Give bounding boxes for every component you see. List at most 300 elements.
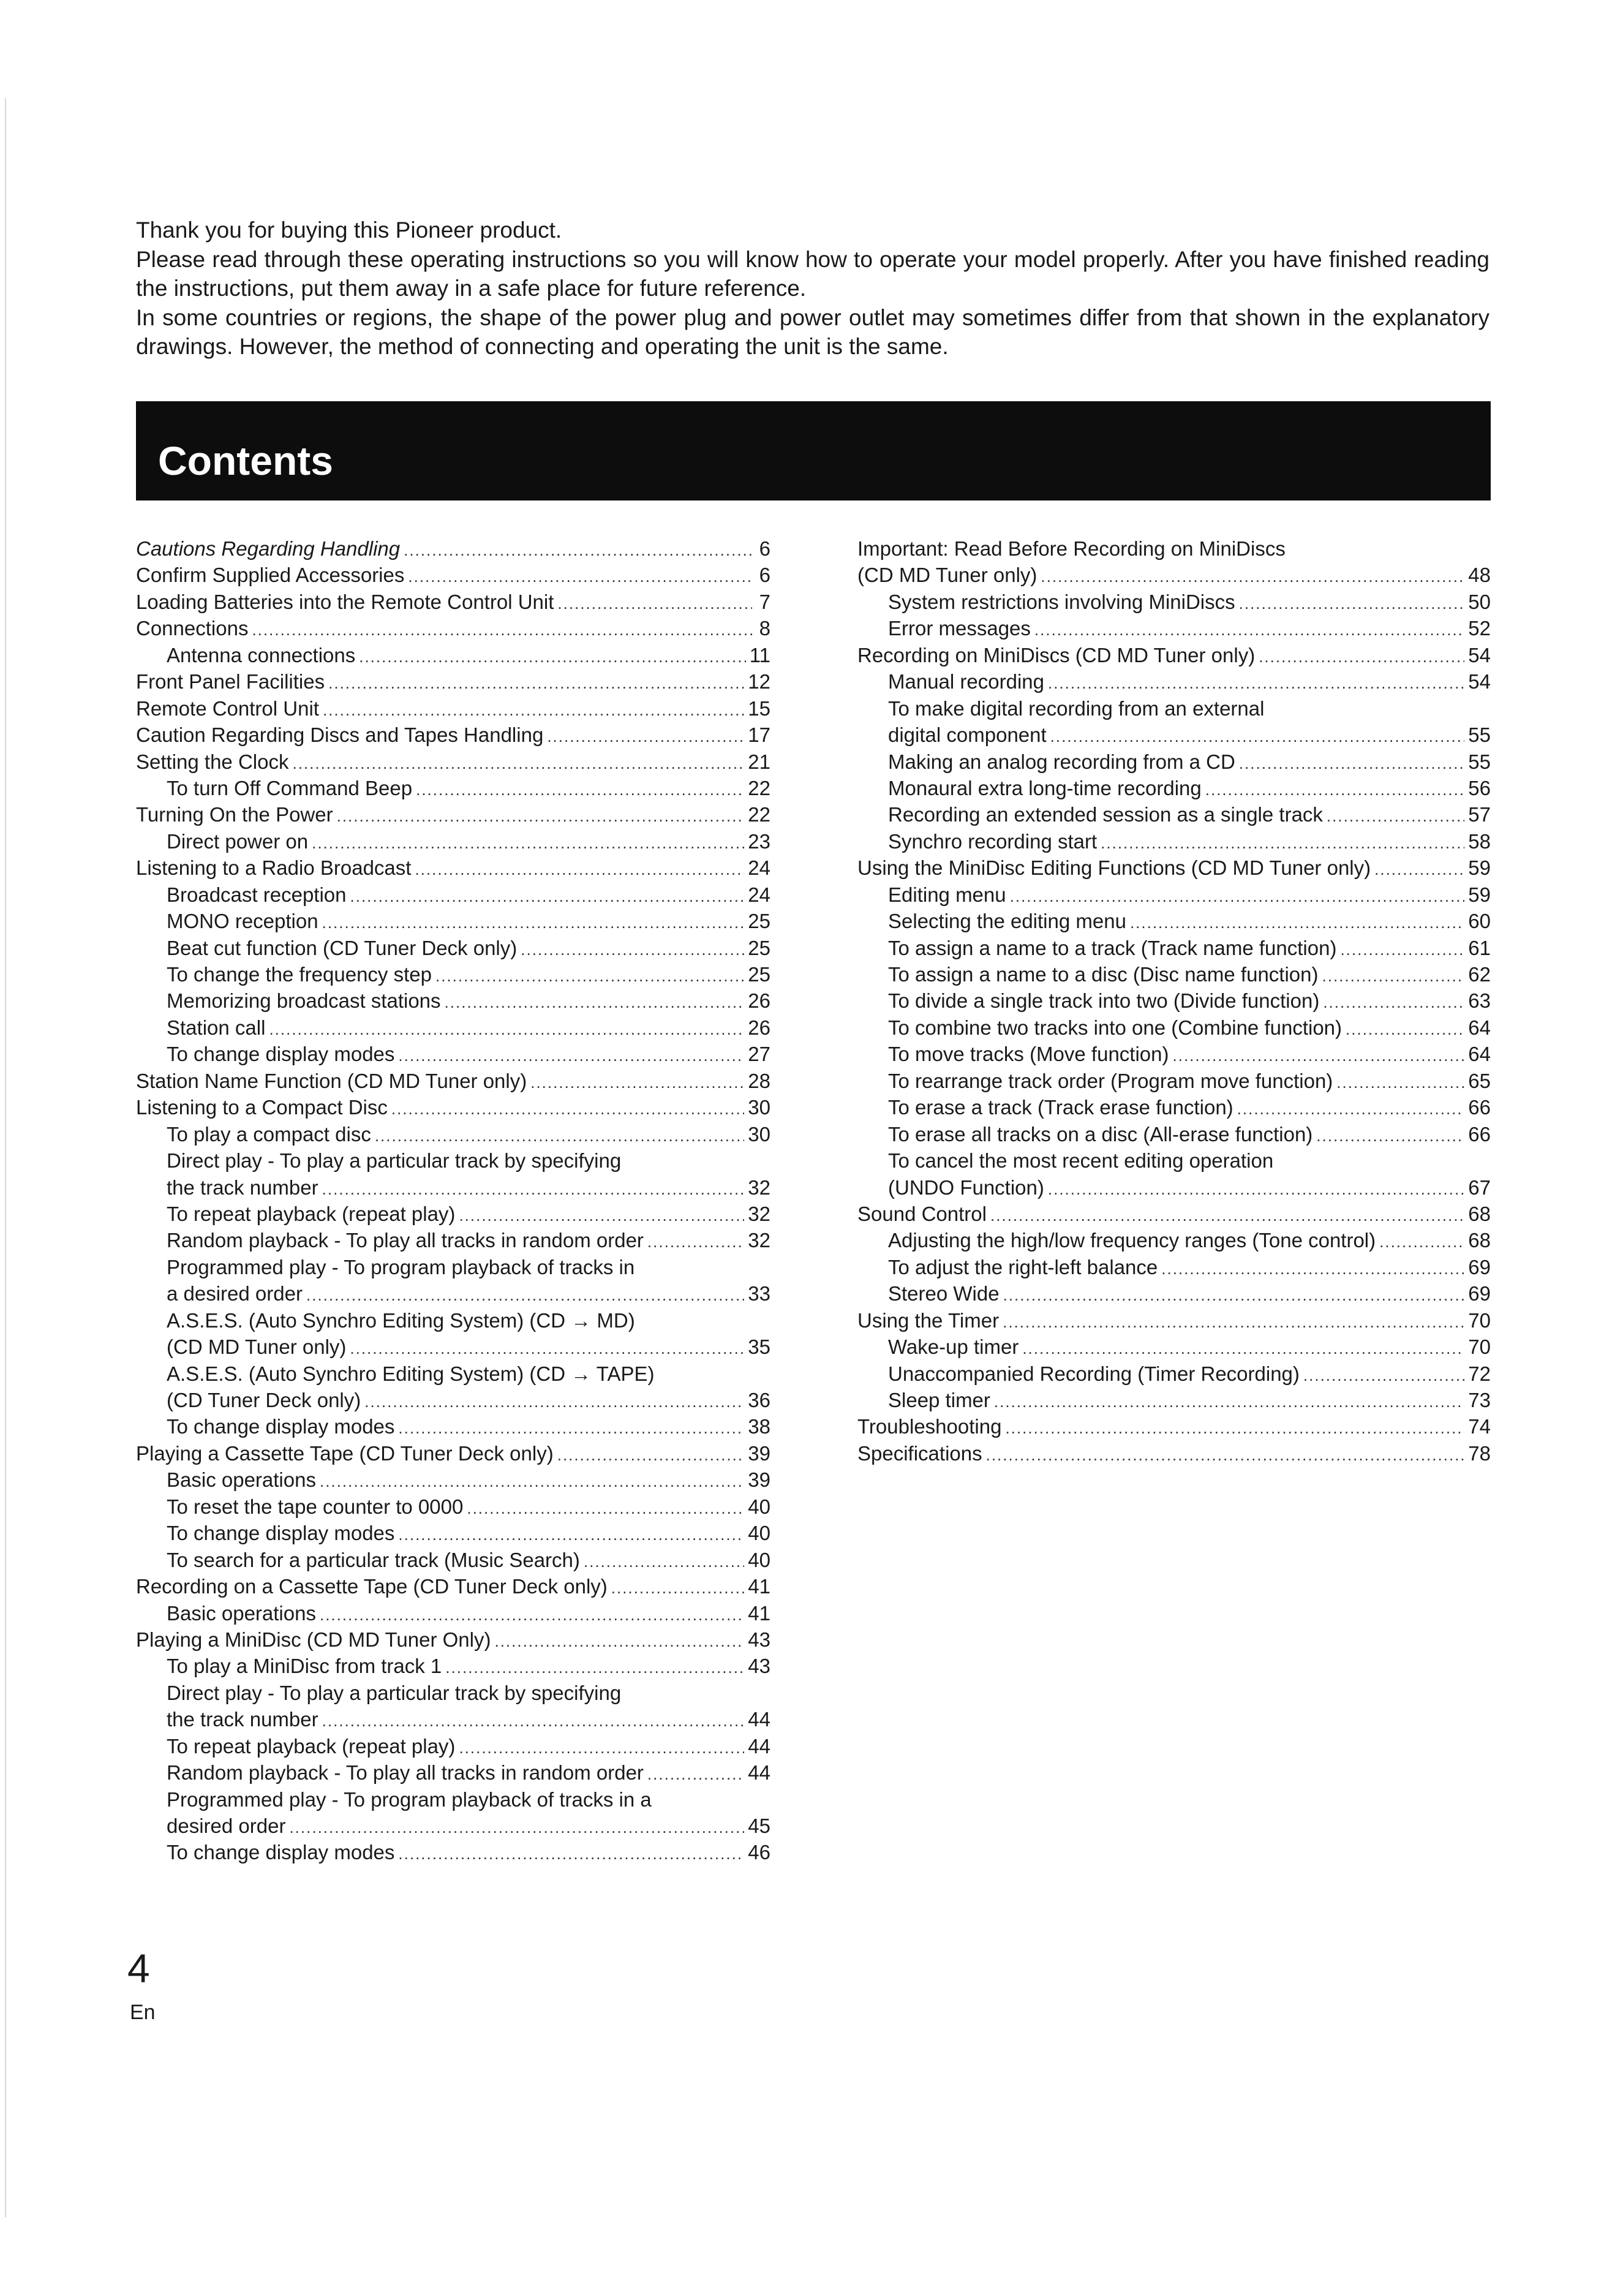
toc-entry[interactable] (857, 1440, 1491, 1467)
toc-entry[interactable] (136, 1600, 770, 1626)
toc-entry-title: Loading Batteries into the Remote Control Unit (136, 590, 554, 613)
toc-entry-title: Playing a Cassette Tape (CD Tuner Deck only) (136, 1441, 554, 1465)
toc-entry[interactable] (857, 1041, 1491, 1067)
toc-entry-page: 26 (748, 1016, 770, 1039)
toc-entry[interactable] (857, 1121, 1491, 1147)
toc-entry-title: (UNDO Function) (888, 1176, 1044, 1199)
toc-leader-dots (547, 723, 744, 750)
toc-leader-dots (398, 1522, 744, 1548)
toc-leader-dots (252, 617, 752, 643)
toc-entry[interactable] (136, 1227, 770, 1253)
toc-entry-title: Recording on a Cassette Tape (CD Tuner Deck only) (136, 1575, 608, 1598)
toc-leader-dots (1130, 910, 1464, 936)
toc-entry-title: desired order (167, 1815, 286, 1837)
toc-entry-title: (CD MD Tuner only) (857, 564, 1037, 587)
toc-entry[interactable] (136, 828, 770, 855)
toc-entry-title: Remote Control Unit (136, 697, 319, 720)
toc-entry[interactable] (136, 1467, 770, 1493)
toc-entry[interactable] (857, 988, 1491, 1014)
toc-entry[interactable] (136, 908, 770, 934)
toc-entry[interactable] (136, 1440, 770, 1467)
toc-leader-dots (415, 856, 744, 883)
toc-entry-title: To adjust the right-left balance (888, 1255, 1158, 1278)
toc-entry-title: To assign a name to a disc (Disc name function) (888, 963, 1319, 986)
toc-entry-page: 11 (749, 643, 770, 667)
toc-entry[interactable] (136, 882, 770, 908)
toc-entry[interactable] (136, 589, 770, 615)
toc-leader-dots (1048, 670, 1464, 697)
toc-leader-dots (1205, 777, 1465, 803)
toc-entry-page: 68 (1468, 1229, 1491, 1252)
toc-leader-dots (990, 1203, 1464, 1229)
toc-entry[interactable] (136, 1254, 770, 1280)
toc-entry[interactable] (857, 828, 1491, 855)
toc-entry-page: 61 (1468, 936, 1491, 959)
toc-entry[interactable] (136, 1307, 770, 1334)
toc-entry[interactable] (136, 1786, 770, 1813)
intro-paragraph-3: In some countries or regions, the shape of the power plug and power outlet may sometimes differ from that shown in the explanatory drawings. However, the method of connecting and operating the unit is the same. (136, 304, 1489, 359)
toc-entry[interactable] (857, 1094, 1491, 1120)
toc-entry[interactable] (857, 1174, 1491, 1201)
toc-entry-page: 78 (1468, 1441, 1491, 1465)
toc-entry-title: (CD MD Tuner only) (167, 1335, 347, 1359)
toc-entry-title: To divide a single track into two (Divide function) (888, 989, 1320, 1013)
toc-entry-page: 39 (748, 1468, 770, 1492)
toc-entry-title: Listening to a Radio Broadcast (136, 856, 412, 880)
toc-entry-page: 43 (748, 1628, 770, 1651)
toc-entry-page: 66 (1468, 1096, 1491, 1119)
toc-leader-dots (1237, 1096, 1465, 1122)
toc-leader-dots (1034, 617, 1464, 643)
toc-entry-page: 26 (748, 989, 770, 1013)
toc-entry-page: 15 (748, 697, 770, 720)
toc-leader-dots (404, 537, 752, 564)
toc-leader-dots (1048, 1176, 1464, 1203)
toc-leader-dots (337, 803, 745, 829)
toc-leader-dots (350, 1335, 744, 1362)
toc-entry-title: Setting the Clock (136, 750, 289, 773)
toc-entry-title: To repeat playback (repeat play) (167, 1202, 456, 1225)
toc-entry[interactable] (857, 1014, 1491, 1041)
toc-entry-page: 70 (1468, 1308, 1491, 1332)
toc-leader-dots (1003, 1309, 1464, 1335)
toc-entry-title: MONO reception (167, 910, 318, 933)
toc-entry-title: Random playback - To play all tracks in random order (167, 1229, 644, 1252)
toc-leader-dots (322, 910, 745, 936)
toc-entry[interactable] (136, 695, 770, 722)
toc-leader-dots (1161, 1256, 1464, 1282)
toc-leader-dots (435, 963, 744, 989)
toc-entry[interactable] (136, 1041, 770, 1067)
toc-entry-page: 64 (1468, 1016, 1491, 1039)
toc-leader-dots (1379, 1229, 1464, 1255)
toc-entry-title: To rearrange track order (Program move function) (888, 1069, 1333, 1092)
toc-entry-page: 28 (748, 1069, 770, 1092)
toc-entry[interactable] (857, 882, 1491, 908)
toc-entry[interactable] (857, 775, 1491, 801)
toc-entry-page: 43 (748, 1655, 770, 1678)
toc-entry[interactable] (136, 855, 770, 881)
toc-entry-page: 32 (748, 1176, 770, 1199)
toc-left-column (136, 535, 770, 1866)
toc-entry-page: 72 (1468, 1362, 1491, 1385)
toc-entry-title: Monaural extra long-time recording (888, 776, 1202, 799)
toc-entry-title: the track number (167, 1708, 318, 1731)
toc-entry[interactable] (136, 722, 770, 748)
toc-leader-dots (1003, 1282, 1465, 1308)
toc-entry-title: To play a compact disc (167, 1122, 371, 1146)
toc-entry[interactable] (857, 908, 1491, 934)
toc-leader-dots (398, 1415, 744, 1441)
toc-entry-page: 17 (748, 723, 770, 747)
toc-entry[interactable] (857, 1201, 1491, 1227)
toc-entry[interactable] (857, 1068, 1491, 1094)
toc-entry-title: A.S.E.S. (Auto Synchro Editing System) (CD → MD) (167, 1308, 635, 1332)
toc-leader-dots (584, 1549, 744, 1575)
toc-entry[interactable] (136, 1839, 770, 1865)
toc-entry-page: 48 (1468, 564, 1491, 587)
toc-leader-dots (1010, 883, 1465, 910)
toc-entry-page: 50 (1468, 590, 1491, 613)
toc-entry[interactable] (857, 935, 1491, 961)
toc-entry-title: Direct play - To play a particular track by specifying (167, 1681, 622, 1704)
toc-leader-dots (1259, 644, 1464, 670)
toc-entry-title: Programmed play - To program playback of tracks in (167, 1255, 635, 1278)
toc-entry-page: 69 (1468, 1282, 1491, 1305)
toc-entry-title: To reset the tape counter to 0000 (167, 1495, 464, 1518)
toc-entry[interactable] (136, 1680, 770, 1706)
toc-entry[interactable] (857, 1307, 1491, 1334)
toc-entry[interactable] (136, 1759, 770, 1786)
toc-leader-dots (445, 1655, 744, 1681)
toc-leader-dots (269, 1016, 744, 1043)
toc-entry[interactable] (857, 615, 1491, 641)
toc-entry[interactable] (136, 1520, 770, 1546)
toc-entry-page: 70 (1468, 1335, 1491, 1359)
toc-entry-page: 62 (1468, 963, 1491, 986)
toc-leader-dots (1322, 963, 1465, 989)
toc-entry-title: Turning On the Power (136, 803, 333, 826)
toc-entry-page: 25 (748, 963, 770, 986)
toc-entry[interactable] (136, 668, 770, 695)
toc-entry-title: Wake-up timer (888, 1335, 1019, 1359)
toc-entry-title: To erase a track (Track erase function) (888, 1096, 1233, 1119)
toc-entry[interactable] (136, 615, 770, 641)
toc-entry-title: To change display modes (167, 1522, 395, 1545)
toc-leader-dots (1005, 1415, 1464, 1441)
toc-leader-dots (986, 1442, 1465, 1468)
toc-entry[interactable] (857, 855, 1491, 881)
toc-leader-dots (375, 1123, 744, 1149)
toc-leader-dots (416, 777, 744, 803)
toc-leader-dots (494, 1628, 744, 1655)
toc-entry-title: Recording an extended session as a single track (888, 803, 1323, 826)
toc-leader-dots (323, 697, 744, 723)
toc-entry-page: 44 (748, 1708, 770, 1731)
toc-entry-page: 41 (748, 1575, 770, 1598)
toc-entry-title: digital component (888, 723, 1047, 747)
toc-entry-title: Synchro recording start (888, 829, 1098, 853)
toc-entry-page: 8 (759, 617, 770, 640)
toc-entry[interactable] (857, 1334, 1491, 1360)
toc-leader-dots (1022, 1335, 1464, 1362)
toc-entry[interactable] (136, 988, 770, 1014)
toc-entry-page: 60 (1468, 910, 1491, 933)
toc-entry[interactable] (857, 801, 1491, 828)
toc-entry-title: To turn Off Command Beep (167, 776, 413, 799)
toc-entry-page: 46 (748, 1841, 770, 1864)
toc-leader-dots (391, 1096, 744, 1122)
toc-leader-dots (408, 564, 752, 590)
toc-entry-title: Beat cut function (CD Tuner Deck only) (167, 936, 518, 959)
toc-entry-title: Confirm Supplied Accessories (136, 564, 405, 587)
toc-entry-title: Station Name Function (CD MD Tuner only) (136, 1069, 527, 1092)
toc-entry[interactable] (857, 642, 1491, 668)
toc-entry-title: To change display modes (167, 1043, 395, 1066)
toc-entry[interactable] (857, 1147, 1491, 1174)
toc-entry-page: 27 (748, 1043, 770, 1066)
toc-entry-page: 24 (748, 883, 770, 906)
toc-entry[interactable] (857, 1227, 1491, 1253)
toc-leader-dots (445, 989, 745, 1016)
toc-entry-page: 65 (1468, 1069, 1491, 1092)
toc-entry[interactable] (136, 1068, 770, 1094)
toc-leader-dots (328, 670, 744, 697)
toc-entry-page: 36 (748, 1389, 770, 1411)
toc-entry[interactable] (136, 535, 770, 562)
toc-entry[interactable] (136, 1174, 770, 1201)
toc-entry[interactable] (857, 1280, 1491, 1307)
toc-leader-dots (398, 1043, 744, 1069)
toc-leader-dots (611, 1575, 745, 1601)
toc-leader-dots (1374, 856, 1464, 883)
toc-leader-dots (557, 591, 752, 617)
toc-entry-page: 73 (1468, 1389, 1491, 1411)
toc-leader-dots (322, 1708, 745, 1734)
toc-leader-dots (1303, 1362, 1464, 1389)
toc-entry-page: 35 (748, 1335, 770, 1359)
toc-entry[interactable] (136, 961, 770, 988)
toc-entry-page: 33 (748, 1282, 770, 1305)
toc-entry-title: Editing menu (888, 883, 1006, 906)
toc-leader-dots (647, 1761, 744, 1788)
toc-leader-dots (1173, 1043, 1465, 1069)
toc-entry-page: 21 (748, 750, 770, 773)
toc-entry[interactable] (857, 1254, 1491, 1280)
toc-entry-page: 39 (748, 1441, 770, 1465)
toc-entry-page: 59 (1468, 883, 1491, 906)
toc-entry-title: Programmed play - To program playback of tracks in a (167, 1788, 652, 1811)
toc-entry-page: 30 (748, 1096, 770, 1119)
toc-entry[interactable] (136, 935, 770, 961)
toc-entry[interactable] (136, 1653, 770, 1679)
toc-entry-title: Making an analog recording from a CD (888, 750, 1235, 773)
toc-entry[interactable] (136, 1014, 770, 1041)
toc-entry-title: Selecting the editing menu (888, 910, 1126, 933)
toc-entry-page: 44 (748, 1761, 770, 1784)
toc-entry[interactable] (136, 1147, 770, 1174)
toc-leader-dots (521, 937, 744, 963)
toc-entry[interactable] (857, 1361, 1491, 1387)
toc-leader-dots (994, 1389, 1464, 1415)
toc-entry-title: System restrictions involving MiniDiscs (888, 590, 1235, 613)
toc-entry-title: Recording on MiniDiscs (CD MD Tuner only) (857, 643, 1256, 667)
toc-entry-page: 22 (748, 776, 770, 799)
toc-leader-dots (1041, 564, 1464, 590)
toc-entry-title: a desired order (167, 1282, 303, 1305)
toc-entry-title: Unaccompanied Recording (Timer Recording) (888, 1362, 1300, 1385)
toc-entry[interactable] (857, 1413, 1491, 1440)
toc-entry[interactable] (136, 775, 770, 801)
toc-entry-page: 67 (1468, 1176, 1491, 1199)
toc-entry-title: Basic operations (167, 1601, 316, 1625)
toc-entry-title: Using the MiniDisc Editing Functions (CD MD Tuner only) (857, 856, 1371, 880)
toc-entry-page: 44 (748, 1734, 770, 1758)
toc-entry[interactable] (136, 1280, 770, 1307)
toc-entry-page: 58 (1468, 829, 1491, 853)
toc-leader-dots (350, 883, 745, 910)
toc-entry[interactable] (136, 1334, 770, 1360)
toc-entry-title: Sleep timer (888, 1389, 990, 1411)
toc-entry[interactable] (136, 1201, 770, 1227)
toc-entry-page: 25 (748, 936, 770, 959)
toc-entry[interactable] (136, 1547, 770, 1573)
toc-entry[interactable] (857, 695, 1491, 722)
toc-entry-title: Broadcast reception (167, 883, 347, 906)
toc-entry-page: 63 (1468, 989, 1491, 1013)
toc-entry[interactable] (136, 1094, 770, 1120)
toc-entry-title: Playing a MiniDisc (CD MD Tuner Only) (136, 1628, 491, 1651)
toc-leader-dots (1050, 723, 1465, 750)
toc-leader-dots (467, 1495, 744, 1522)
toc-entry-page: 25 (748, 910, 770, 933)
toc-entry[interactable] (136, 642, 770, 668)
toc-entry[interactable] (857, 1387, 1491, 1413)
toc-entry[interactable] (136, 1813, 770, 1839)
toc-entry-title: To combine two tracks into one (Combine function) (888, 1016, 1342, 1039)
toc-entry-title: Important: Read Before Recording on MiniDiscs (857, 537, 1286, 560)
toc-leader-dots (289, 1815, 744, 1841)
toc-entry[interactable] (136, 749, 770, 775)
toc-entry-page: 74 (1468, 1415, 1491, 1438)
toc-entry-page: 57 (1468, 803, 1491, 826)
toc-entry-title: To erase all tracks on a disc (All-erase function) (888, 1122, 1313, 1146)
toc-entry[interactable] (136, 801, 770, 828)
toc-entry-page: 6 (759, 564, 770, 587)
toc-entry-title: Memorizing broadcast stations (167, 989, 441, 1013)
toc-leader-dots (1336, 1070, 1464, 1096)
toc-entry[interactable] (136, 1626, 770, 1653)
toc-entry-page: 68 (1468, 1202, 1491, 1225)
toc-leader-dots (1323, 989, 1464, 1016)
intro-paragraph-1: Thank you for buying this Pioneer product. (136, 217, 562, 243)
toc-entry-page: 7 (759, 590, 770, 613)
toc-entry-title: Station call (167, 1016, 266, 1039)
toc-entry[interactable] (857, 961, 1491, 988)
toc-leader-dots (364, 1389, 744, 1415)
toc-entry-page: 41 (748, 1601, 770, 1625)
toc-entry-title: To cancel the most recent editing operation (888, 1149, 1274, 1173)
toc-entry-title: To move tracks (Move function) (888, 1043, 1169, 1066)
toc-leader-dots (398, 1841, 744, 1867)
toc-leader-dots (1316, 1123, 1464, 1149)
page-number: 4 (127, 1946, 150, 1991)
toc-entry-title: Stereo Wide (888, 1282, 1000, 1305)
toc-entry-page: 23 (748, 829, 770, 853)
toc-entry[interactable] (136, 562, 770, 588)
toc-entry-page: 30 (748, 1122, 770, 1146)
toc-entry-title: Adjusting the high/low frequency ranges (Tone control) (888, 1229, 1376, 1252)
toc-leader-dots (459, 1735, 744, 1761)
toc-entry[interactable] (857, 668, 1491, 695)
toc-entry-page: 56 (1468, 776, 1491, 799)
toc-leader-dots (292, 750, 744, 777)
toc-entry-title: Direct play - To play a particular track by specifying (167, 1149, 622, 1173)
toc-leader-dots (1346, 1016, 1464, 1043)
toc-entry-page: 54 (1468, 670, 1491, 693)
toc-entry-title: To assign a name to a track (Track name function) (888, 936, 1337, 959)
toc-entry-title: A.S.E.S. (Auto Synchro Editing System) (CD → TAPE) (167, 1362, 655, 1385)
toc-entry[interactable] (136, 1706, 770, 1732)
toc-entry-page: 45 (748, 1815, 770, 1837)
toc-entry-title: To change display modes (167, 1841, 395, 1864)
toc-leader-dots (359, 644, 746, 670)
toc-leader-dots (320, 1602, 744, 1628)
toc-entry[interactable] (857, 562, 1491, 588)
toc-entry[interactable] (136, 1573, 770, 1599)
toc-leader-dots (1340, 937, 1464, 963)
toc-leader-dots (1239, 750, 1464, 777)
toc-entry-title: Antenna connections (167, 643, 356, 667)
toc-entry[interactable] (136, 1413, 770, 1440)
toc-entry-title: To change the frequency step (167, 963, 432, 986)
toc-entry[interactable] (136, 1733, 770, 1759)
toc-leader-dots (322, 1176, 745, 1203)
contents-title: Contents (158, 438, 333, 483)
toc-leader-dots (1101, 830, 1464, 856)
toc-entry-title: Error messages (888, 617, 1031, 640)
toc-leader-dots (312, 830, 744, 856)
toc-entry[interactable] (136, 1387, 770, 1413)
toc-entry-page: 24 (748, 856, 770, 880)
toc-entry-page: 59 (1468, 856, 1491, 880)
intro-text (136, 216, 1489, 361)
toc-entry-page: 52 (1468, 617, 1491, 640)
toc-entry[interactable] (857, 535, 1491, 562)
toc-entry-page: 6 (759, 537, 770, 560)
toc-entry-page: 32 (748, 1229, 770, 1252)
toc-entry[interactable] (857, 749, 1491, 775)
toc-entry-title: Listening to a Compact Disc (136, 1096, 388, 1119)
toc-entry-title: Direct power on (167, 829, 309, 853)
toc-entry[interactable] (136, 1361, 770, 1387)
toc-entry[interactable] (857, 722, 1491, 748)
toc-entry-page: 40 (748, 1522, 770, 1545)
toc-leader-dots (459, 1203, 744, 1229)
toc-entry[interactable] (857, 589, 1491, 615)
toc-leader-dots (306, 1282, 744, 1308)
toc-entry-page: 66 (1468, 1122, 1491, 1146)
toc-entry-page: 54 (1468, 643, 1491, 667)
toc-entry[interactable] (136, 1494, 770, 1520)
toc-leader-dots (557, 1442, 745, 1468)
toc-entry[interactable] (136, 1121, 770, 1147)
toc-entry-page: 40 (748, 1495, 770, 1518)
toc-leader-dots (647, 1229, 744, 1255)
intro-paragraph-2: Please read through these operating instructions so you will know how to operate your model properly. After you have finished reading the instructions, put them away in a safe place for future reference. (136, 246, 1489, 301)
toc-entry-page: 69 (1468, 1255, 1491, 1278)
toc-entry-title: (CD Tuner Deck only) (167, 1389, 361, 1411)
